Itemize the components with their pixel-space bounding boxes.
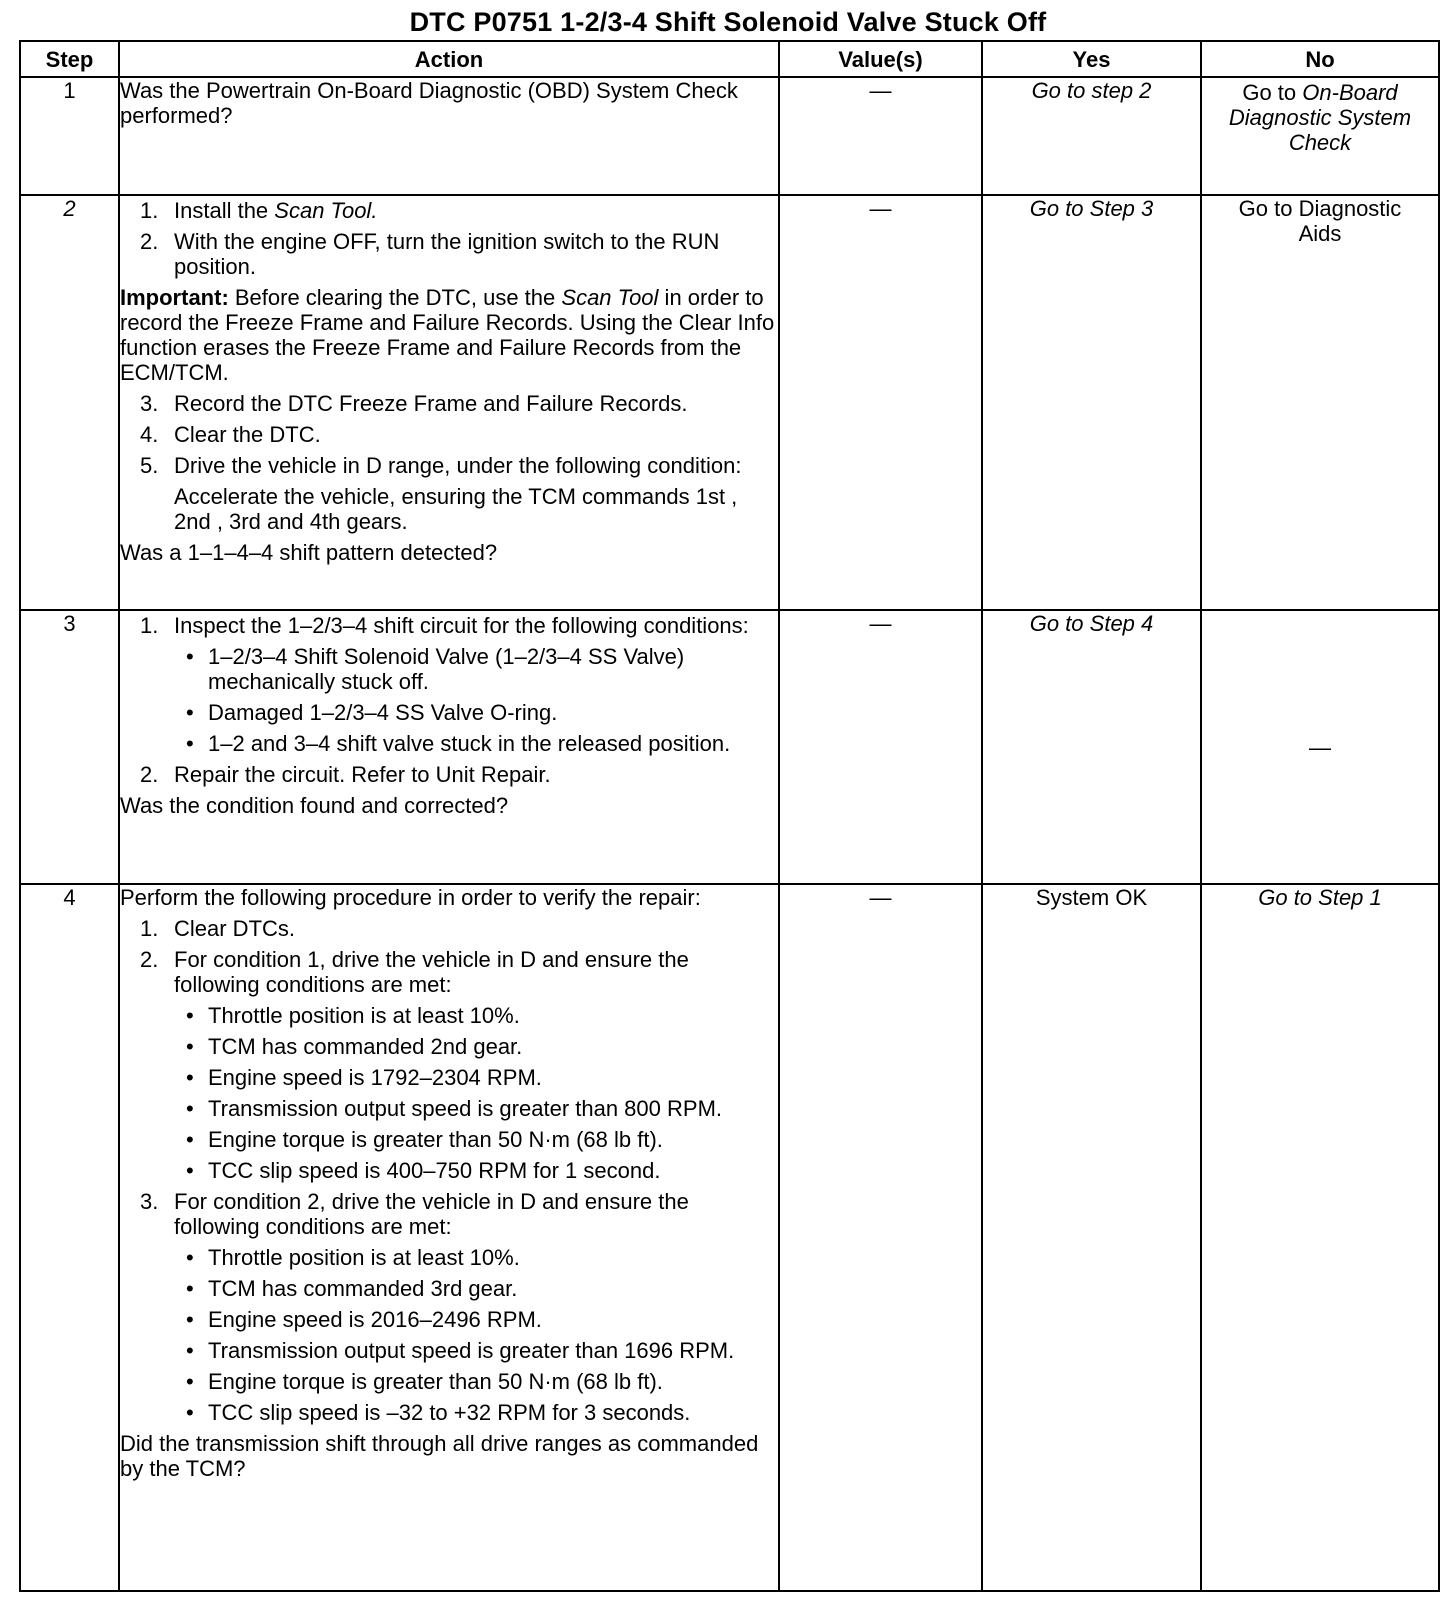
bullet-item: • Engine torque is greater than 50 N·m (68 lb ft). — [186, 1127, 663, 1152]
step-number: 2 — [20, 195, 119, 610]
step-number: 1 — [20, 77, 119, 195]
bullet-item: • TCC slip speed is –32 to +32 RPM for 3 seconds. — [186, 1400, 691, 1425]
no-cell: — — [1201, 610, 1439, 884]
important-note: Important: Before clearing the DTC, use the Scan Tool in order to record the Freeze Frame and Failure Records. Using the Clear Info function erases the Freeze Frame and Failure Records from the ECM/TCM. — [120, 285, 775, 385]
list-item-detail: Accelerate the vehicle, ensuring the TCM commands 1st , 2nd , 3rd and 4th gears. — [174, 484, 738, 534]
bullet-item: • Throttle position is at least 10%. — [186, 1245, 520, 1270]
header-action: Action — [119, 41, 779, 77]
header-no: No — [1201, 41, 1439, 77]
bullet-item: • Damaged 1–2/3–4 SS Valve O-ring. — [186, 700, 558, 725]
yes-go-to-step-4-link[interactable]: Go to Step 4 — [982, 610, 1201, 884]
bullet-item: • Engine speed is 1792–2304 RPM. — [186, 1065, 542, 1090]
bullet-item: • Transmission output speed is greater than 1696 RPM. — [186, 1338, 735, 1363]
list-item: 3. Record the DTC Freeze Frame and Failure Records. — [140, 391, 688, 416]
yes-go-to-step-2-link[interactable]: Go to step 2 — [982, 77, 1201, 195]
action-cell — [119, 610, 779, 884]
action-question: Was the Powertrain On-Board Diagnostic (OBD) System Check performed? — [120, 78, 738, 128]
action-question: Did the transmission shift through all drive ranges as commanded by the TCM? — [120, 1431, 759, 1481]
list-item: 1. Install the Scan Tool. — [140, 198, 378, 223]
bullet-item: • Engine speed is 2016–2496 RPM. — [186, 1307, 542, 1332]
list-item: 5. Drive the vehicle in D range, under the following condition: — [140, 453, 742, 478]
action-intro: Perform the following procedure in order to verify the repair: — [120, 885, 701, 910]
action-question: Was a 1–1–4–4 shift pattern detected? — [120, 540, 498, 565]
step-number: 4 — [20, 884, 119, 1591]
table-row-step-4 — [20, 884, 1439, 1591]
bullet-item: • TCM has commanded 2nd gear. — [186, 1034, 523, 1059]
no-go-to-step-1-link[interactable]: Go to Step 1 — [1201, 884, 1439, 1591]
no-diagnostic-aids-link[interactable]: Go to Diagnostic Aids — [1201, 195, 1439, 610]
value-cell: — — [779, 77, 982, 195]
list-item: 2. Repair the circuit. Refer to Unit Repair. — [140, 762, 551, 787]
header-step: Step — [20, 41, 119, 77]
header-yes: Yes — [982, 41, 1201, 77]
list-item: 2. For condition 1, drive the vehicle in D and ensure the following conditions are met: — [140, 947, 689, 997]
bullet-item: • Transmission output speed is greater than 800 RPM. — [186, 1096, 723, 1121]
no-prefix: Go to — [1242, 80, 1303, 105]
bullet-item: • Engine torque is greater than 50 N·m (68 lb ft). — [186, 1369, 663, 1394]
list-item: 3. For condition 2, drive the vehicle in D and ensure the following conditions are met: — [140, 1189, 689, 1239]
table-row-step-2 — [20, 195, 1439, 610]
yes-system-ok: System OK — [982, 884, 1201, 1591]
value-cell: — — [779, 610, 982, 884]
action-cell — [119, 77, 779, 195]
list-item: 4. Clear the DTC. — [140, 422, 321, 447]
no-obd-check-link[interactable] — [1201, 77, 1439, 195]
list-item: 1. Inspect the 1–2/3–4 shift circuit for the following conditions: — [140, 613, 749, 638]
table-row-step-1 — [20, 77, 1439, 195]
yes-go-to-step-3-link[interactable]: Go to Step 3 — [982, 195, 1201, 610]
bullet-item: • 1–2 and 3–4 shift valve stuck in the released position. — [186, 731, 731, 756]
action-question: Was the condition found and corrected? — [120, 793, 509, 818]
header-value: Value(s) — [779, 41, 982, 77]
value-cell: — — [779, 884, 982, 1591]
no-target: On-Board Diagnostic System Check — [1228, 80, 1412, 155]
bullet-item: • TCC slip speed is 400–750 RPM for 1 second. — [186, 1158, 661, 1183]
bullet-item: • Throttle position is at least 10%. — [186, 1003, 520, 1028]
table-row-step-3 — [20, 610, 1439, 884]
bullet-item: • 1–2/3–4 Shift Solenoid Valve (1–2/3–4 SS Valve) mechanically stuck off. — [186, 644, 685, 694]
action-cell — [119, 195, 779, 610]
header-row — [20, 41, 1439, 77]
diagnostic-table — [19, 40, 1440, 1592]
list-item: 2. With the engine OFF, turn the ignition switch to the RUN position. — [140, 229, 720, 279]
page-title: DTC P0751 1-2/3-4 Shift Solenoid Valve Stuck Off — [409, 7, 1047, 37]
step-number: 3 — [20, 610, 119, 884]
bullet-item: • TCM has commanded 3rd gear. — [186, 1276, 518, 1301]
list-item: 1. Clear DTCs. — [140, 916, 296, 941]
value-cell: — — [779, 195, 982, 610]
action-cell — [119, 884, 779, 1591]
